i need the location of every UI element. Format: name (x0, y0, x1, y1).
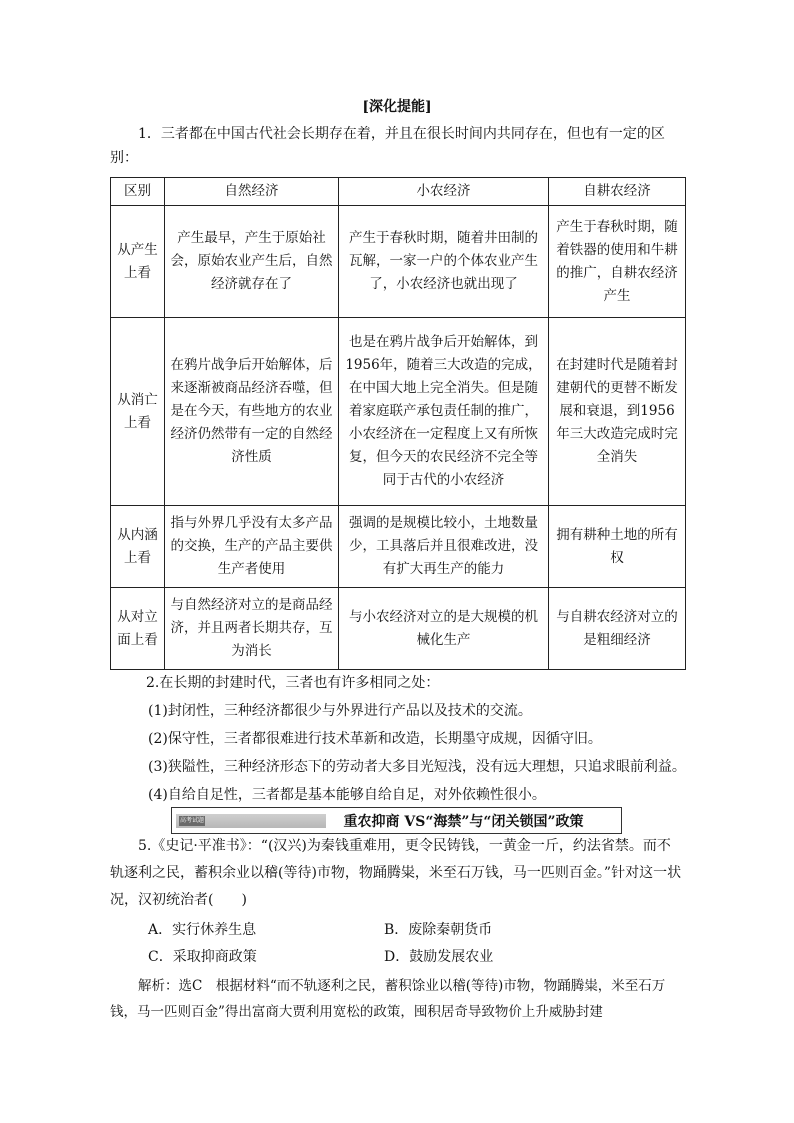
table-cell: 产生最早，产生于原始社会，原始农业产生后，自然经济就存在了 (165, 206, 339, 318)
table-cell: 在鸦片战争后开始解体，后来逐渐被商品经济吞噬，但是在今天，有些地方的农业经济仍然带有一定的自然经济性质 (165, 318, 339, 506)
table-row (111, 588, 686, 670)
table-cell: 与自耕农经济对立的是粗细经济 (549, 588, 686, 670)
table-header-cell: 自然经济 (165, 178, 339, 206)
row-label: 从产生上看 (111, 206, 165, 318)
banner-tag (176, 814, 326, 828)
row-label: 从内涵上看 (111, 506, 165, 588)
table-cell: 也是在鸦片战争后开始解体，到1956年，随着三大改造的完成，在中国大地上完全消失。但是随着家庭联产承包责任制的推广，小农经济在一定程度上又有所恢复，但今天的农民经济不完全等同于古代的小农经济 (339, 318, 549, 506)
table-cell: 产生于春秋时期，随着铁器的使用和牛耕的推广，自耕农经济产生 (549, 206, 686, 318)
list-item: (1)封闭性，三种经济都很少与外界进行产品以及技术的交流。 (148, 703, 532, 719)
table-cell: 在封建时代是随着封建朝代的更替不断发展和衰退，到1956年三大改造完成时完全消失 (549, 318, 686, 506)
banner-title: 重农抑商 VS“海禁”与“闭关锁国”政策 (343, 813, 584, 830)
option-b: B．废除秦朝货币 (384, 922, 493, 938)
table-cell: 指与外界几乎没有太多产品的交换，生产的产品主要供生产者使用 (165, 506, 339, 588)
table-header-cell: 小农经济 (339, 178, 549, 206)
table-header-cell: 自耕农经济 (549, 178, 686, 206)
table-cell: 产生于春秋时期，随着井田制的瓦解，一家一户的个体农业产生了，小农经济也就出现了 (339, 206, 549, 318)
section-heading: [深化提能] (362, 99, 432, 115)
table-cell: 与小农经济对立的是大规模的机械化生产 (339, 588, 549, 670)
row-label: 从对立面上看 (111, 588, 165, 670)
table-row (111, 318, 686, 506)
list-item: (2)保守性，三者都很难进行技术革新和改造，长期墨守成规，因循守旧。 (148, 731, 602, 747)
row-label: 从消亡上看 (111, 318, 165, 506)
table-header-cell: 区别 (111, 178, 165, 206)
table-row (111, 506, 686, 588)
option-c: C．采取抑商政策 (148, 949, 257, 965)
table-cell: 与自然经济对立的是商品经济，并且两者长期共存，互为消长 (165, 588, 339, 670)
table-header-row (111, 178, 686, 206)
answer-analysis: 解析：选C 根据材料“而不轨逐利之民，蓄积馀业以稽(等待)市物，物踊腾粜，米至石万钱，马一匹则百金”得出富商大贾利用宽松的政策，囤积居奇导致物价上升威胁封建 (110, 978, 666, 1020)
option-d: D．鼓励发展农业 (384, 949, 494, 965)
section1-intro: 1．三者都在中国古代社会长期存在着，并且在很长时间内共同存在，但也有一定的区别： (110, 126, 665, 166)
similarities-list (148, 697, 688, 809)
list-item: (4)自给自足性，三者都是基本能够自给自足，对外依赖性很小。 (148, 787, 546, 803)
comparison-table (110, 177, 686, 670)
topic-banner (171, 807, 622, 834)
table-row (111, 206, 686, 318)
table-cell: 拥有耕种土地的所有权 (549, 506, 686, 588)
list-item: (3)狭隘性，三种经济形态下的劳动者大多目光短浅，没有远大理想，只追求眼前利益。 (148, 759, 686, 775)
banner-tag-label: 高考试题 (179, 816, 204, 824)
option-a: A．实行休养生息 (148, 922, 257, 938)
table-cell: 强调的是规模比较小，土地数量少，工具落后并且很难改进，没有扩大再生产的能力 (339, 506, 549, 588)
section2-intro: 2.在长期的封建时代，三者也有许多相同之处： (146, 675, 440, 691)
question-stem: 5.《史记·平准书》：“(汉兴)为秦钱重难用，更令民铸钱，一黄金一斤，约法省禁。而不轨逐利之民，蓄积余业以稽(等待)市物，物踊腾粜，米至石万钱，马一匹则百金。”针对这一状况，汉初统治者( ) (110, 838, 682, 908)
